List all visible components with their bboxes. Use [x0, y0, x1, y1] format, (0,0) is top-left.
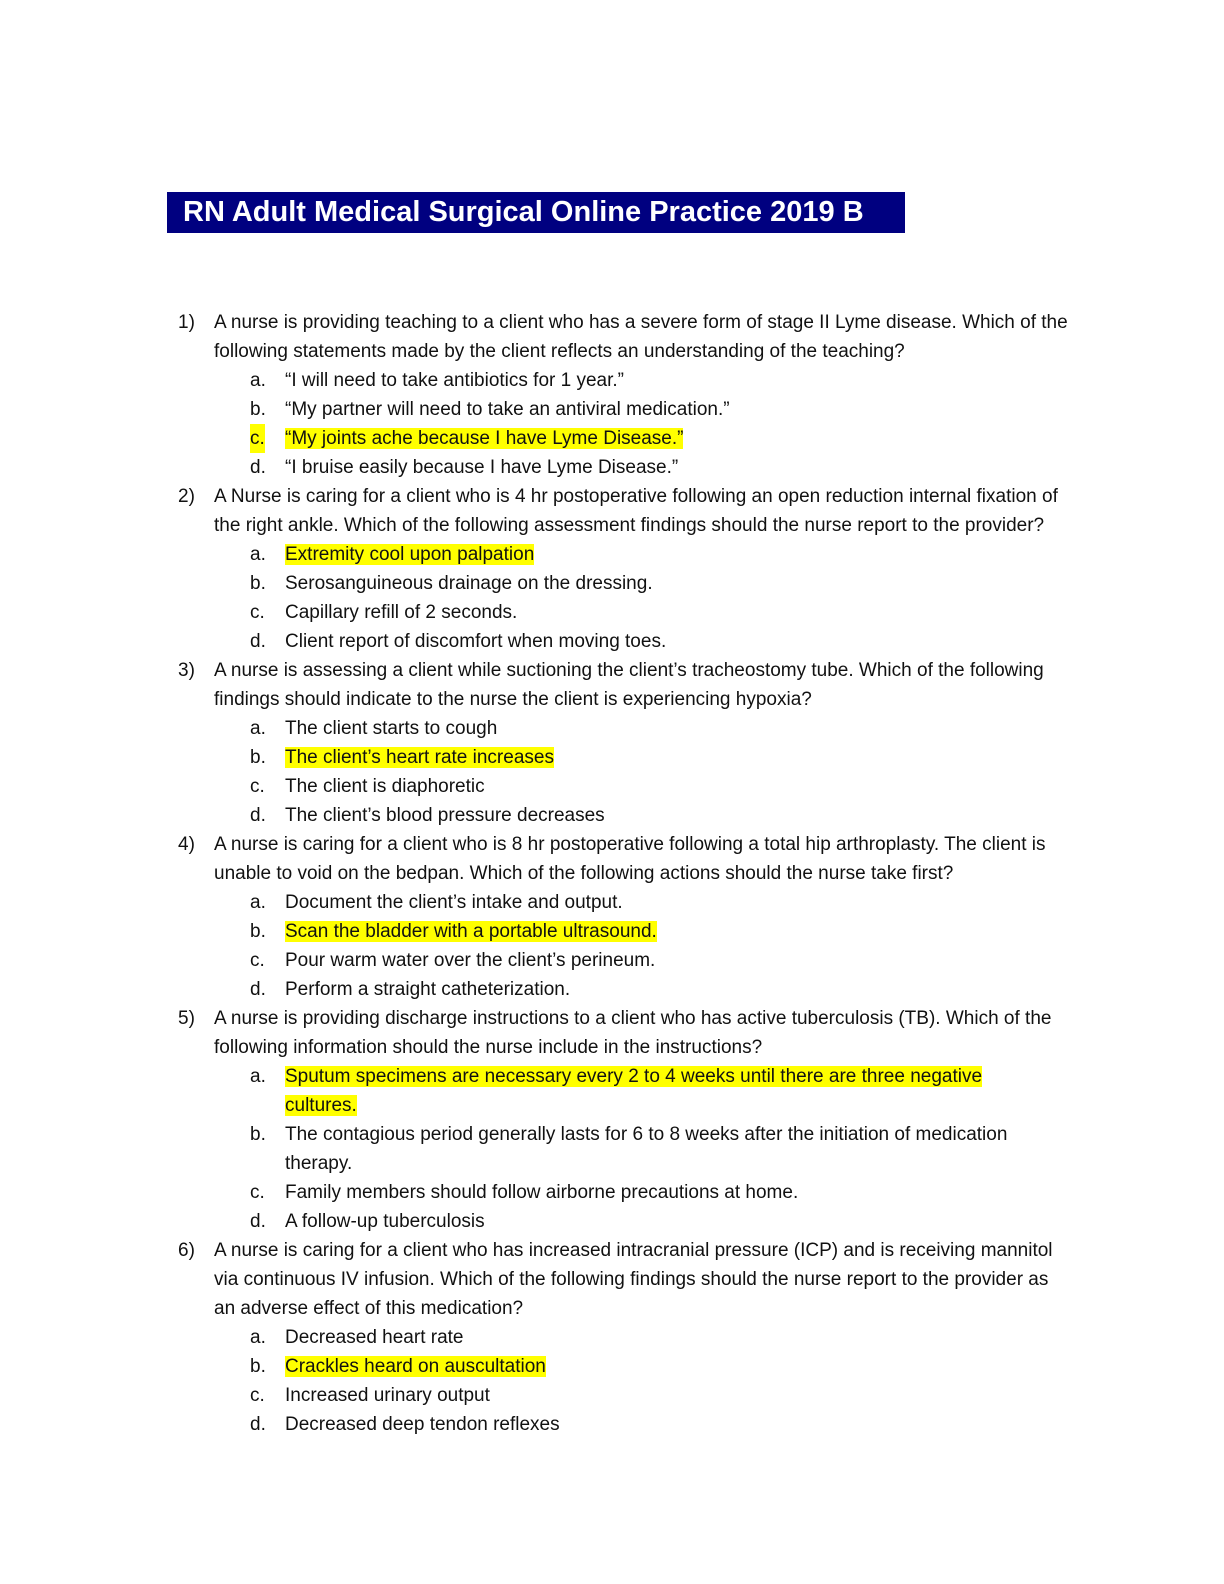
option-text: “I bruise easily because I have Lyme Disease.”: [285, 457, 679, 478]
answer-option: [0, 569, 1224, 598]
answer-option: [0, 395, 1224, 424]
option-text: The client’s blood pressure decreases: [285, 805, 605, 826]
option-letter: a.: [250, 1327, 266, 1348]
answer-option-highlighted: [0, 424, 1224, 453]
question-text: A Nurse is caring for a client who is 4 hr postoperative following an open reduction internal fixation of the right ankle. Which of the following assessment findings should the nurse report to the provider?: [214, 486, 1058, 536]
question-item: [0, 1004, 1224, 1236]
option-text: Sputum specimens are necessary every 2 to 4 weeks until there are three negative cultures.: [285, 1066, 983, 1116]
option-letter: c.: [250, 1182, 265, 1203]
option-text: Serosanguineous drainage on the dressing.: [285, 573, 653, 594]
option-text: “I will need to take antibiotics for 1 year.”: [285, 370, 624, 391]
option-text: Crackles heard on auscultation: [285, 1356, 546, 1377]
answer-option: [0, 1120, 1224, 1178]
option-letter: b.: [250, 1356, 266, 1377]
option-letter: a.: [250, 1066, 266, 1087]
answer-option: [0, 627, 1224, 656]
option-text: Increased urinary output: [285, 1385, 490, 1406]
option-letter: b.: [250, 921, 266, 942]
option-letter: d.: [250, 805, 266, 826]
option-letter: b.: [250, 573, 266, 594]
answer-option-highlighted: [0, 917, 1224, 946]
document-title: RN Adult Medical Surgical Online Practice 2019 B: [167, 192, 905, 233]
option-text: Perform a straight catheterization.: [285, 979, 571, 1000]
question-text: A nurse is caring for a client who is 8 hr postoperative following a total hip arthroplasty. The client is unable to void on the bedpan. Which of the following actions should the nurse take first?: [214, 834, 1046, 884]
option-text: Scan the bladder with a portable ultrasound.: [285, 921, 657, 942]
option-text: A follow-up tuberculosis: [285, 1211, 485, 1232]
option-text: Decreased deep tendon reflexes: [285, 1414, 560, 1435]
option-text: The contagious period generally lasts for 6 to 8 weeks after the initiation of medication therapy.: [285, 1124, 1008, 1174]
question-item: [0, 308, 1224, 482]
question-number: 2): [178, 486, 195, 507]
option-text: Decreased heart rate: [285, 1327, 464, 1348]
answer-option: [0, 888, 1224, 917]
answer-option: [0, 946, 1224, 975]
answer-option: [0, 1381, 1224, 1410]
option-letter: a.: [250, 370, 266, 391]
answer-option: [0, 598, 1224, 627]
option-letter: b.: [250, 1124, 266, 1145]
option-letter: d.: [250, 1211, 266, 1232]
option-letter: c.: [250, 424, 265, 453]
answer-option-highlighted: [0, 1062, 1224, 1120]
option-text: Capillary refill of 2 seconds.: [285, 602, 518, 623]
answer-option: [0, 772, 1224, 801]
option-letter: a.: [250, 544, 266, 565]
option-letter: b.: [250, 747, 266, 768]
option-text: The client is diaphoretic: [285, 776, 485, 797]
question-number: 5): [178, 1008, 195, 1029]
question-text: A nurse is providing discharge instructions to a client who has active tuberculosis (TB). Which of the following information should the nurse include in the instructions?: [214, 1008, 1052, 1058]
option-text: Extremity cool upon palpation: [285, 544, 535, 565]
question-number: 4): [178, 834, 195, 855]
option-text: Pour warm water over the client’s perineum.: [285, 950, 656, 971]
question-item: [0, 482, 1224, 656]
option-letter: c.: [250, 602, 265, 623]
question-number: 6): [178, 1240, 195, 1261]
option-letter: d.: [250, 979, 266, 1000]
option-letter: d.: [250, 1414, 266, 1435]
question-item: [0, 1236, 1224, 1439]
option-letter: c.: [250, 1385, 265, 1406]
answer-option: [0, 453, 1224, 482]
question-number: 1): [178, 312, 195, 333]
answer-option-highlighted: [0, 1352, 1224, 1381]
option-text: The client’s heart rate increases: [285, 747, 554, 768]
option-text: Client report of discomfort when moving toes.: [285, 631, 667, 652]
question-item: [0, 830, 1224, 1004]
option-text: “My joints ache because I have Lyme Disease.”: [285, 428, 684, 449]
answer-option: [0, 1323, 1224, 1352]
option-letter: a.: [250, 892, 266, 913]
answer-option-highlighted: [0, 540, 1224, 569]
answer-option: [0, 1410, 1224, 1439]
question-text: A nurse is providing teaching to a client who has a severe form of stage II Lyme disease. Which of the following statements made by the client reflects an understanding of the teaching?: [214, 312, 1068, 362]
option-text: Family members should follow airborne precautions at home.: [285, 1182, 799, 1203]
option-letter: d.: [250, 457, 266, 478]
question-text: A nurse is assessing a client while suctioning the client’s tracheostomy tube. Which of the following findings should indicate to the nurse the client is experiencing hypoxia?: [214, 660, 1044, 710]
question-text: A nurse is caring for a client who has increased intracranial pressure (ICP) and is receiving mannitol via continuous IV infusion. Which of the following findings should the nurse report to the provider as an adverse effect of this medication?: [214, 1240, 1053, 1319]
question-number: 3): [178, 660, 195, 681]
answer-option: [0, 801, 1224, 830]
answer-option: [0, 714, 1224, 743]
option-text: Document the client’s intake and output.: [285, 892, 623, 913]
answer-option-highlighted: [0, 743, 1224, 772]
option-text: The client starts to cough: [285, 718, 498, 739]
option-letter: a.: [250, 718, 266, 739]
option-letter: b.: [250, 399, 266, 420]
option-text: “My partner will need to take an antiviral medication.”: [285, 399, 730, 420]
question-list: [0, 308, 1224, 1439]
option-letter: d.: [250, 631, 266, 652]
answer-option: [0, 975, 1224, 1004]
question-item: [0, 656, 1224, 830]
option-letter: c.: [250, 776, 265, 797]
answer-option: [0, 1207, 1224, 1236]
answer-option: [0, 366, 1224, 395]
option-letter: c.: [250, 950, 265, 971]
answer-option: [0, 1178, 1224, 1207]
